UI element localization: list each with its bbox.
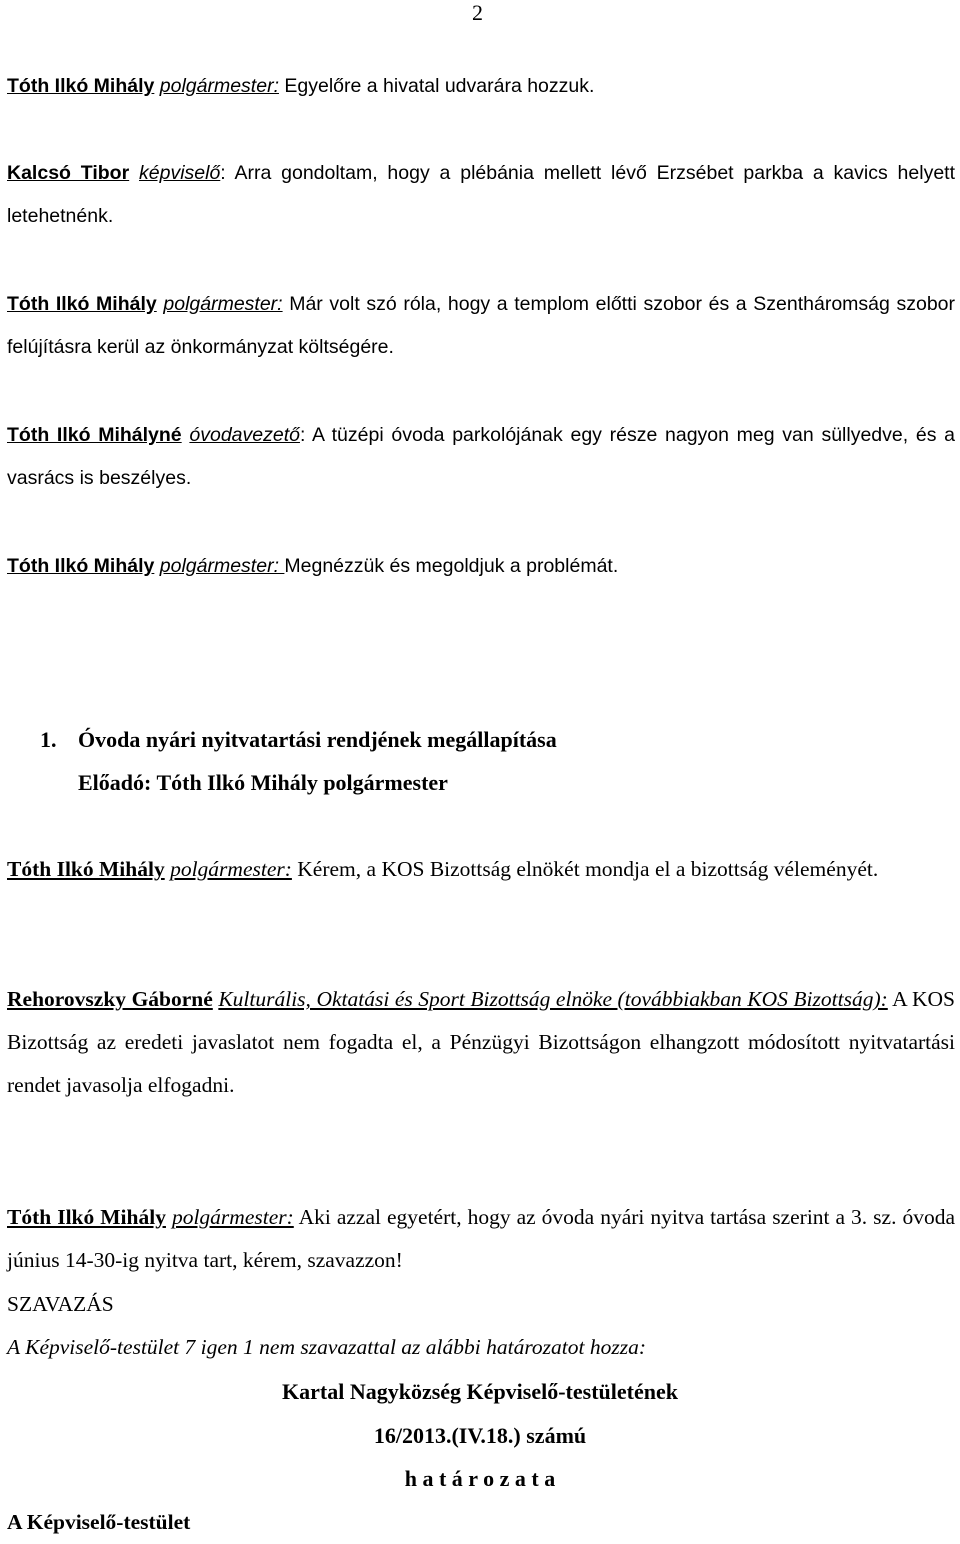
paragraph-5 [7, 545, 955, 588]
speaker-name: Tóth Ilkó Mihály [7, 75, 155, 97]
speaker-role: polgármester: [159, 555, 285, 577]
speaker-role: polgármester: [159, 75, 279, 97]
resolution-subject: A Képviselő-testület [7, 1510, 191, 1534]
vote-result: A Képviselő-testület 7 igen 1 nem szavazattal az alábbi határozatot hozza: [7, 1335, 646, 1359]
speaker-name: Tóth Ilkó Mihály [7, 1205, 166, 1229]
paragraph-text: Már volt szó róla, hogy a templom előtti szobor és a Szentháromság szobor felújításra kerül az önkormányzat költségére. [7, 293, 955, 358]
speaker-name: Tóth Ilkó Mihály [7, 293, 157, 315]
paragraph-text: Egyelőre a hivatal udvarára hozzuk. [278, 75, 595, 97]
speaker-name: Tóth Ilkó Mihály [7, 857, 165, 881]
speaker-name: Kalcsó Tibor [7, 162, 130, 184]
speaker-role: képviselő [139, 162, 221, 184]
resolution-number: 16/2013.(IV.18.) számú [373, 1423, 587, 1448]
agenda-presenter: Előadó: Tóth Ilkó Mihály polgármester [78, 770, 448, 795]
vote-label: SZAVAZÁS [7, 1292, 114, 1316]
speaker-role: Kulturális, Oktatási és Sport Bizottság elnöke (továbbiakban KOS Bizottság): [218, 987, 888, 1011]
paragraph-2 [7, 152, 955, 238]
paragraph-text: Kérem, a KOS Bizottság elnökét mondja el a bizottság véleményét. [291, 857, 879, 881]
paragraph-text: : A tüzépi óvoda parkolójának egy része nagyon meg van süllyedve, és a vasrács is beszélyes. [7, 424, 956, 489]
paragraph-8 [7, 1196, 955, 1282]
paragraph-7 [7, 978, 955, 1107]
paragraph-6 [7, 848, 955, 891]
agenda-number: 1. [40, 727, 57, 752]
page-number: 2 [472, 0, 483, 25]
speaker-name: Tóth Ilkó Mihályné [7, 424, 182, 446]
resolution-body: Kartal Nagyközség Képviselő-testületének [282, 1379, 678, 1404]
speaker-role: polgármester: [170, 857, 292, 881]
agenda-title: Óvoda nyári nyitvatartási rendjének megállapítása [78, 727, 557, 752]
speaker-name: Tóth Ilkó Mihály [7, 555, 155, 577]
paragraph-text: Aki azzal egyetért, hogy az óvoda nyári nyitva tartása szerint a 3. sz. óvoda június 14-30-ig nyitva tart, kérem, szavazzon! [7, 1205, 955, 1272]
speaker-name: Rehorovszky Gáborné [7, 987, 213, 1011]
agenda-heading [40, 718, 557, 761]
paragraph-text: : Arra gondoltam, hogy a plébánia mellett lévő Erzsébet parkba a kavics helyett letehetnénk. [7, 162, 955, 227]
paragraph-1 [7, 65, 955, 108]
speaker-role: polgármester: [163, 293, 283, 315]
speaker-role: óvodavezető [189, 424, 300, 446]
paragraph-3 [7, 283, 955, 369]
paragraph-text: Megnézzük és megoldjuk a problémát. [284, 555, 619, 577]
paragraph-text: A KOS Bizottság az eredeti javaslatot nem fogadta el, a Pénzügyi Bizottságon elhangzott módosított nyitvatartási rendet javasolja elfogadni. [7, 987, 955, 1097]
resolution-word: h a t á r o z a t a [404, 1466, 556, 1491]
speaker-role: polgármester: [171, 1205, 294, 1229]
paragraph-4 [7, 414, 955, 500]
